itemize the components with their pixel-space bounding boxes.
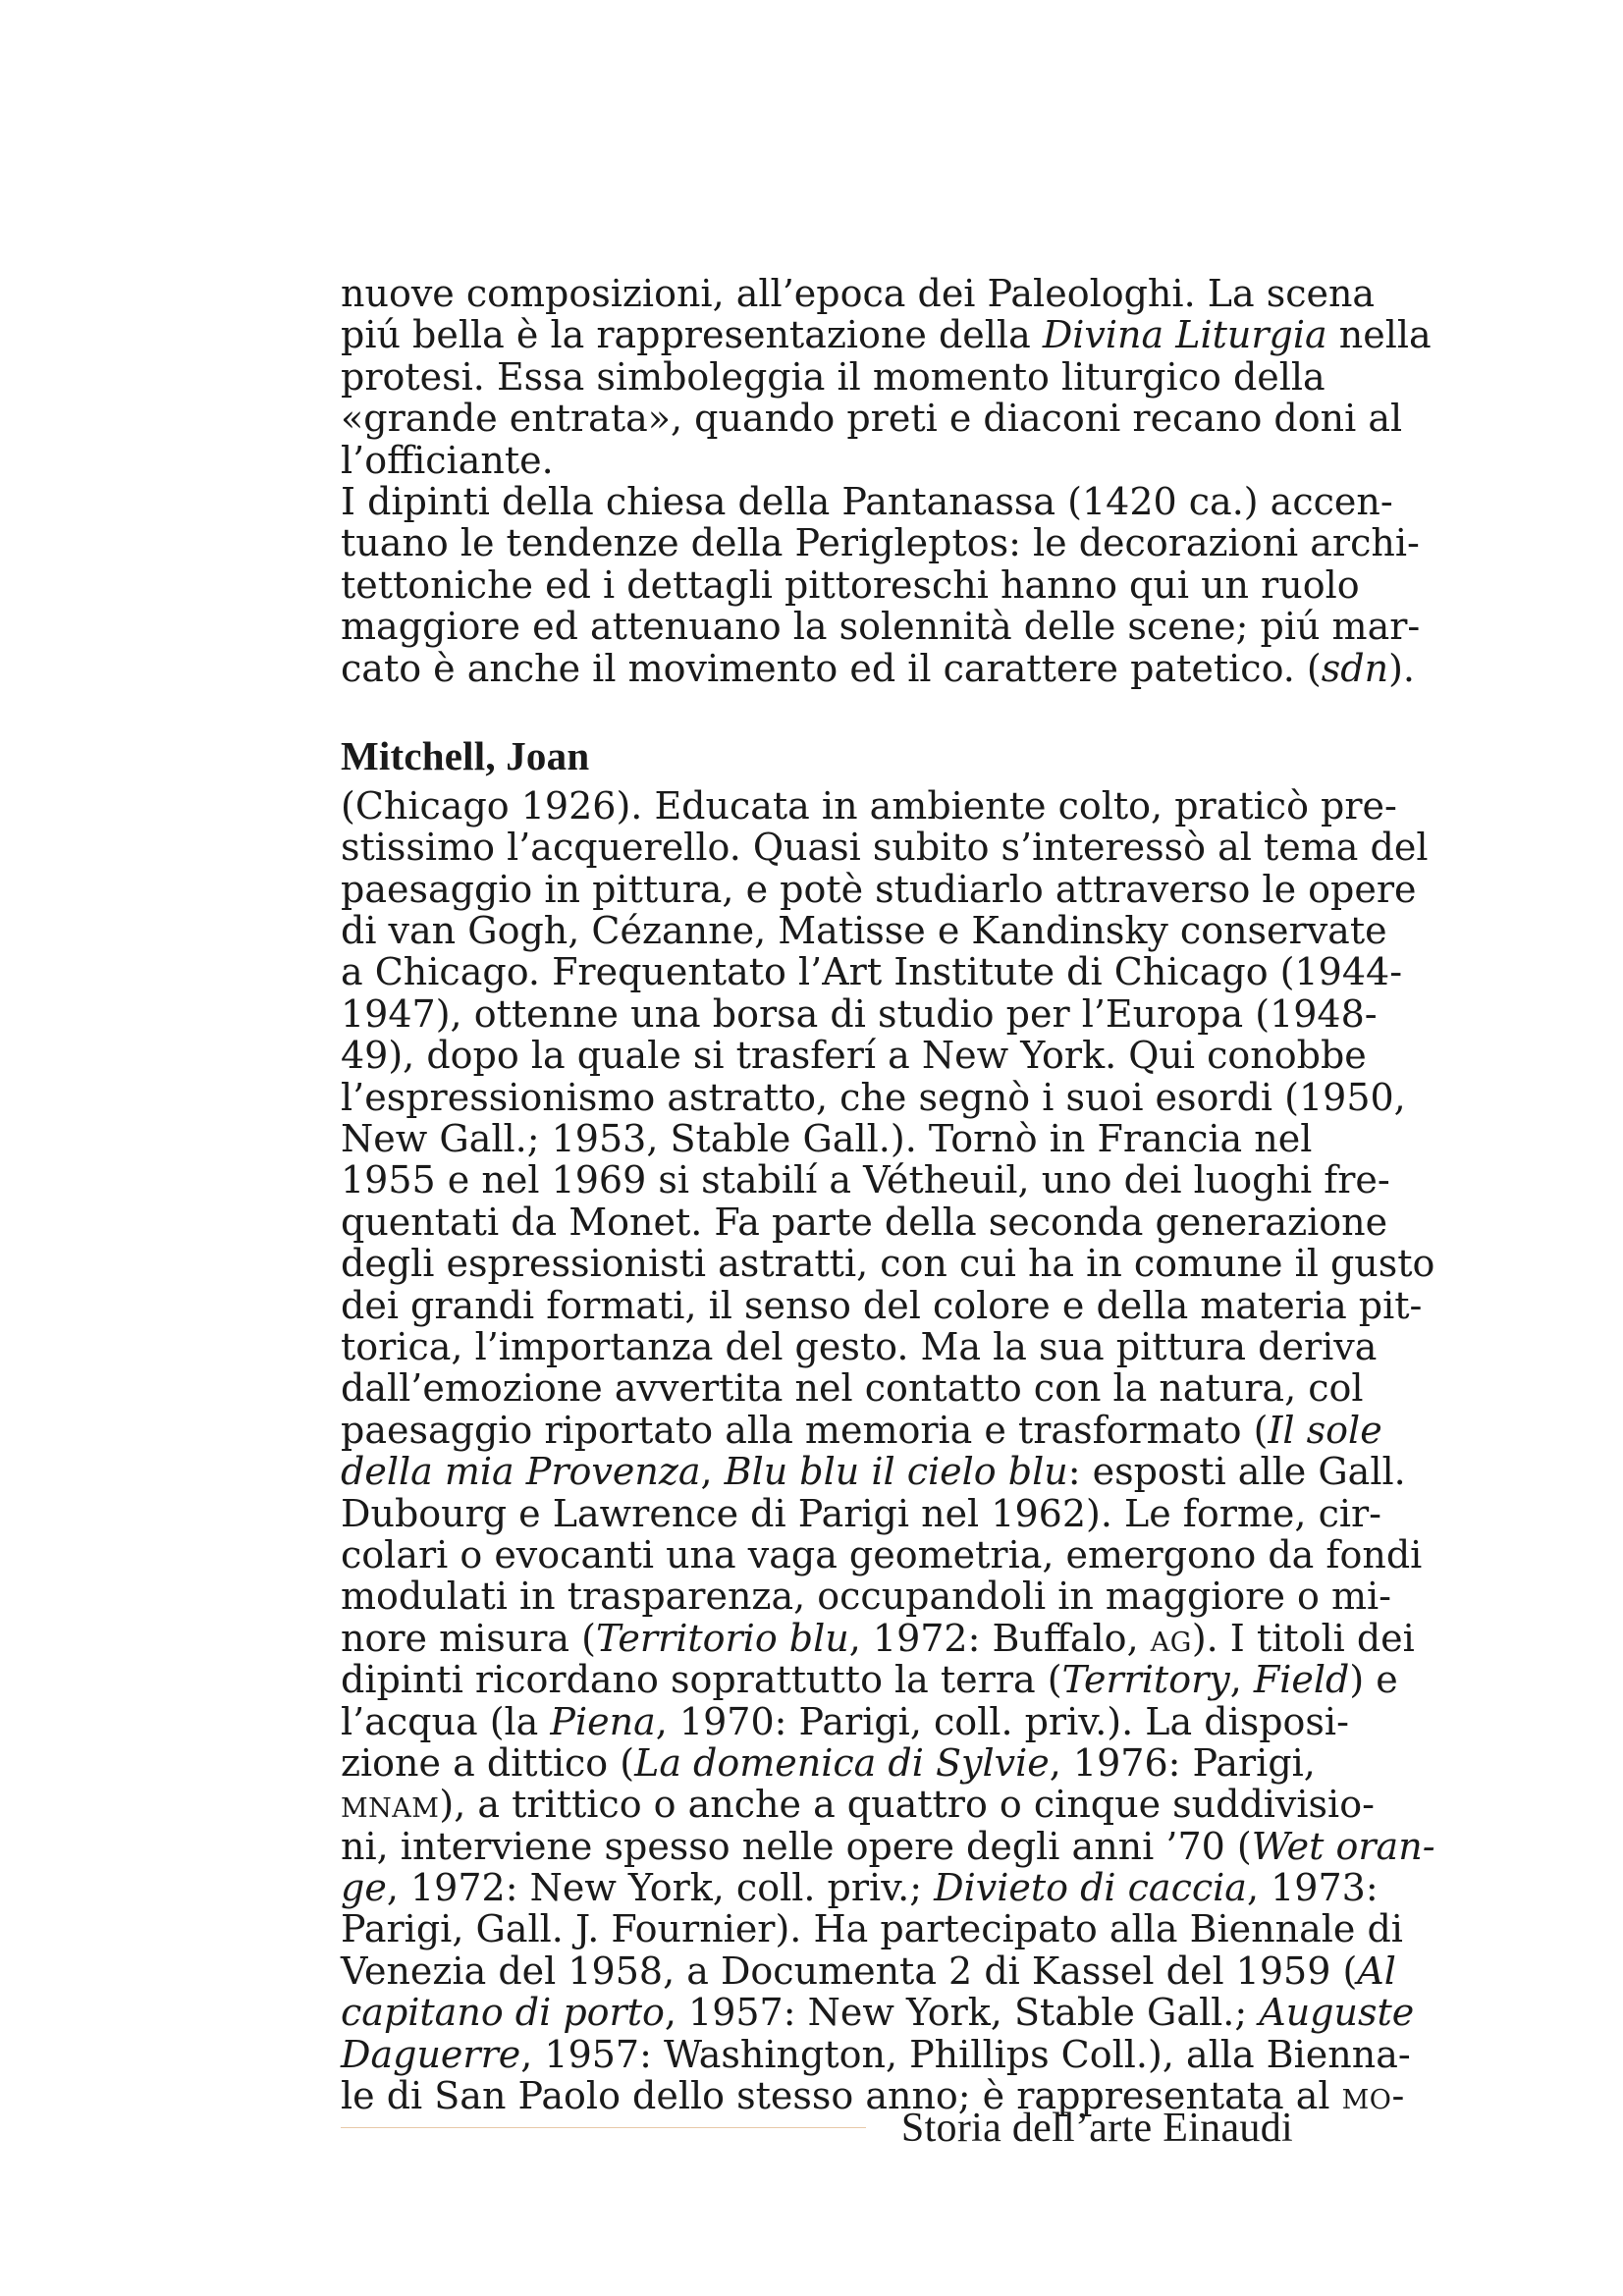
- artwork-title: della mia Provenza: [341, 1450, 701, 1494]
- text-line: di van Gogh, Cézanne, Matisse e Kandinsky conservate: [341, 909, 1387, 953]
- text-line: tettoniche ed i dettagli pittoreschi hanno qui un ruolo: [341, 562, 1360, 607]
- text-line: paesaggio in pittura, e potè studiarlo attraverso le opere: [341, 867, 1417, 911]
- author-initials: sdn: [1321, 646, 1389, 690]
- page-footer: [341, 2106, 1293, 2164]
- intro-paragraph-2: [341, 479, 1421, 690]
- artwork-title: Al: [1357, 1949, 1396, 1993]
- text-line: zione a dittico (La domenica di Sylvie, 1976: Parigi,: [341, 1740, 1316, 1785]
- text-line: colari o evocanti una vaga geometria, emergono da fondi: [341, 1532, 1423, 1576]
- text-line: della mia Provenza, Blu blu il cielo blu: esposti alle Gall.: [341, 1450, 1406, 1494]
- text-line: dall’emozione avvertita nel contatto con la natura, col: [341, 1366, 1364, 1411]
- text-line: le di San Paolo dello stesso anno; è rappresentata al mo-: [341, 2074, 1405, 2118]
- text-line: dipinti ricordano soprattutto la terra (Territory, Field) e: [341, 1658, 1398, 1702]
- text-line: l’acqua (la Piena, 1970: Parigi, coll. priv.). La disposi-: [341, 1699, 1349, 1743]
- museum-abbreviation: mnam: [341, 1783, 440, 1827]
- text-line: I dipinti della chiesa della Pantanassa (1420 ca.) accen-: [341, 479, 1393, 523]
- text-line: New Gall.; 1953, Stable Gall.). Tornò in Francia nel: [341, 1117, 1313, 1161]
- text-line: ni, interviene spesso nelle opere degli anni ’70 (Wet oran-: [341, 1824, 1435, 1868]
- text-line: capitano di porto, 1957: New York, Stable Gall.; Auguste: [341, 1991, 1415, 2035]
- text-line: ge, 1972: New York, coll. priv.; Divieto di caccia, 1973:: [341, 1866, 1379, 1910]
- footer-title: Storia dell’arte Einaudi: [900, 2106, 1293, 2151]
- museum-abbreviation: ag: [1150, 1616, 1192, 1660]
- text-line: maggiore ed attenuano la solennità delle scene; piú mar-: [341, 605, 1421, 649]
- artwork-title: Territory: [1061, 1658, 1230, 1702]
- text-line: torica, l’importanza del gesto. Ma la sua pittura deriva: [341, 1324, 1378, 1368]
- text-line: cato è anche il movimento ed il carattere patetico. (sdn).: [341, 646, 1415, 690]
- artwork-title: Blu blu il cielo blu: [724, 1450, 1068, 1494]
- artwork-title: Territorio blu: [595, 1616, 849, 1660]
- text-line: l’espressionismo astratto, che segnò i suoi esordi (1950,: [341, 1075, 1406, 1119]
- text-line: modulati in trasparenza, occupandoli in maggiore o mi-: [341, 1575, 1392, 1619]
- artwork-title: Wet oran-: [1251, 1824, 1435, 1868]
- artwork-title: ge: [341, 1866, 387, 1910]
- text-line: protesi. Essa simboleggia il momento liturgico della: [341, 354, 1325, 399]
- text-line: Daguerre, 1957: Washington, Phillips Coll.), alla Bienna-: [341, 2032, 1411, 2076]
- artwork-title: Piena: [550, 1699, 656, 1743]
- text-line: 49), dopo la quale si trasferí a New York. Qui conobbe: [341, 1034, 1367, 1078]
- text-line: Venezia del 1958, a Documenta 2 di Kassel del 1959 (Al: [341, 1949, 1396, 1993]
- text-line: stissimo l’acquerello. Quasi subito s’interessò al tema del: [341, 826, 1429, 870]
- text-line: degli espressionisti astratti, con cui ha in comune il gusto: [341, 1242, 1435, 1286]
- text-line: 1947), ottenne una borsa di studio per l’Europa (1948-: [341, 991, 1378, 1036]
- intro-paragraph-1: [341, 272, 1432, 482]
- artwork-title: Daguerre: [341, 2032, 521, 2076]
- text-line: nore misura (Territorio blu, 1972: Buffalo, ag). I titoli dei: [341, 1616, 1415, 1660]
- artwork-title: Field: [1253, 1658, 1350, 1702]
- artwork-title: capitano di porto: [341, 1991, 665, 2035]
- entry-heading: Mitchell, Joan: [341, 732, 590, 778]
- text-line: «grande entrata», quando preti e diaconi recano doni al: [341, 397, 1403, 441]
- page-body: [341, 272, 1435, 2118]
- text-line: paesaggio riportato alla memoria e trasformato (Il sole: [341, 1408, 1382, 1452]
- text-line: Parigi, Gall. J. Fournier). Ha partecipato alla Biennale di: [341, 1907, 1403, 1951]
- footer-rule: [341, 2127, 866, 2128]
- text-line: quentati da Monet. Fa parte della seconda generazione: [341, 1200, 1388, 1244]
- text-line: nuove composizioni, all’epoca dei Paleologhi. La scena: [341, 272, 1376, 315]
- artwork-title: Auguste: [1259, 1991, 1415, 2035]
- artwork-title: Il sole: [1268, 1408, 1382, 1452]
- text-line: dei grandi formati, il senso del colore e della materia pit-: [341, 1283, 1423, 1327]
- artwork-title: Divieto di caccia: [934, 1866, 1247, 1910]
- text-line: Dubourg e Lawrence di Parigi nel 1962). Le forme, cir-: [341, 1491, 1382, 1535]
- text-line: tuano le tendenze della Perigleptos: le decorazioni archi-: [341, 521, 1420, 565]
- museum-abbreviation: mo-: [1341, 2074, 1405, 2118]
- text-line: a Chicago. Frequentato l’Art Institute di Chicago (1944-: [341, 950, 1403, 994]
- text-line: (Chicago 1926). Educata in ambiente colto, praticò pre-: [341, 783, 1397, 828]
- entry-body: [341, 783, 1435, 2118]
- artwork-title: La domenica di Sylvie: [634, 1740, 1050, 1785]
- text-line: l’officiante.: [341, 438, 554, 482]
- text-line: piú bella è la rappresentazione della Divina Liturgia nella: [341, 313, 1432, 357]
- artwork-title: Divina Liturgia: [1042, 313, 1327, 357]
- text-line: mnam), a trittico o anche a quattro o cinque suddivisio-: [341, 1783, 1375, 1827]
- text-line: 1955 e nel 1969 si stabilí a Vétheuil, uno dei luoghi fre-: [341, 1158, 1390, 1202]
